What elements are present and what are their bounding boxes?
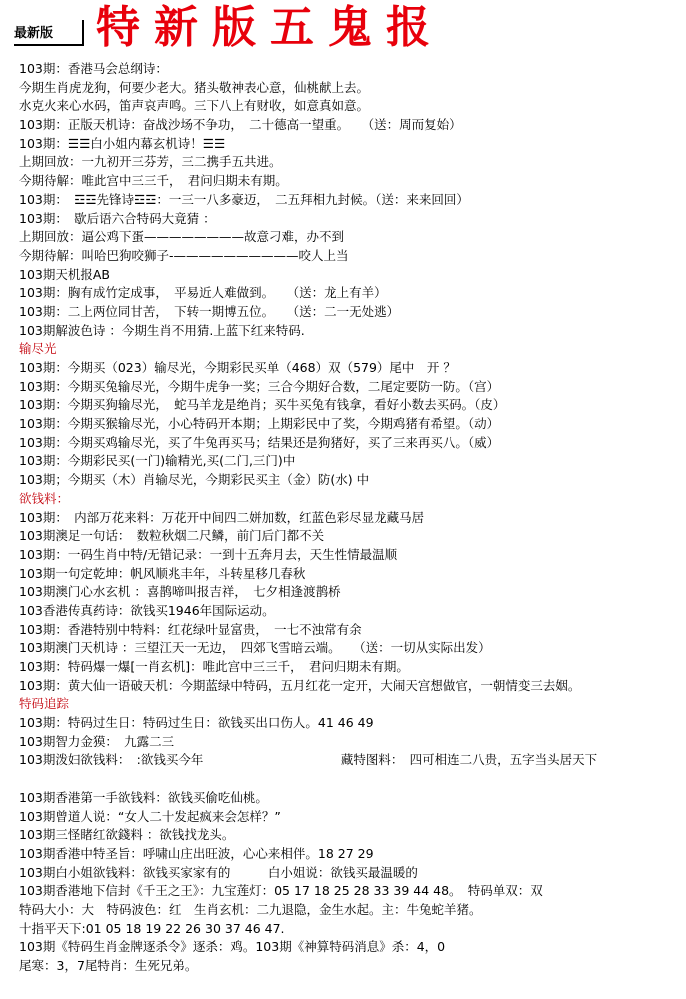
- section-heading: 特码追踪: [19, 696, 70, 712]
- text-line: 十指平天下:01 05 18 19 22 26 30 37 46 47.: [19, 920, 285, 936]
- text-line: 103期：今期买（023）输尽光，今期彩民买单（468）双（579）尾中 开 ？: [19, 360, 456, 375]
- text-line: 103期：香港特别中特料：红花绿叶显富贵， 一七不浊常有余: [19, 621, 362, 637]
- text-line: 103期：胸有成竹定成事， 平易近人难做到。 （送：龙上有羊）: [19, 285, 387, 301]
- badge-underline: [14, 44, 84, 46]
- document-body: [19, 60, 683, 976]
- text-line: 水克火来心水码，笛声哀声鸣。三下八上有财收，如意真如意。: [19, 98, 370, 114]
- text-line: 103期天机报AB: [19, 266, 110, 282]
- text-line: 103期：一码生肖中特/无错记录：一到十五奔月去，天生性情最温顺: [19, 546, 398, 562]
- text-line: 103期泼妇欲钱料： :欲钱买今年 藏特图料： 四可相连二八贵，五字当头居天下: [19, 752, 598, 768]
- text-line: 103期：正版天机诗：奋战沙场不争功， 二十德高一望重。 （送：周而复始）: [19, 117, 462, 133]
- text-line: 103期： 内部万花来料：万花开中间四二姘加数，红蓝色彩尽显龙藏马居: [19, 509, 425, 525]
- text-line: 103期；今期买（木）肖输尽光，今期彩民买主（金）防(水) 中: [19, 472, 370, 488]
- text-line: 上期回放：一九初开三芬芳，三二携手五共进。: [19, 154, 282, 170]
- text-line: 103期：今期买鸡输尽光，买了牛兔再买马；结果还是狗猪好，买了三来再买八。（威）: [19, 434, 500, 450]
- text-line: 上期回放：逼公鸡下蛋————————故意刁难，办不到: [19, 229, 345, 245]
- text-line: 103期香港地下信封《千王之王》：九宝莲灯：05 17 18 25 28 33 39 44 48。 特码单双：双: [19, 883, 543, 899]
- text-line: 103期香港中特圣旨：呼啸山庄出旺波，心心来相伴。18 27 29: [19, 845, 374, 861]
- badge-divider: [82, 20, 84, 46]
- text-line: 103期智力金獏： 九露二三: [19, 733, 175, 749]
- blank-line: [19, 770, 683, 789]
- text-line: 103期：☰☰白小姐内幕玄机诗！☰☰: [19, 135, 226, 151]
- page-header: [0, 0, 686, 56]
- text-line: 103期一句定乾坤：帆风顺兆丰年，斗转星移几春秋: [19, 565, 306, 581]
- text-line: 103期：今期买狗输尽光， 蛇马羊龙是绝肖；买牛买兔有钱拿，看好小数去买码。（皮）: [19, 397, 506, 413]
- text-line: 103期香港第一手欲钱料：欲钱买偷吃仙桃。: [19, 789, 268, 805]
- text-line: 尾寒：3，7尾特肖：生死兄弟。: [19, 958, 198, 973]
- edition-badge: 最新版: [14, 26, 54, 41]
- text-line: 103期：二上两位同甘苦， 下转一期博五位。 （送：二一无处逃）: [19, 303, 400, 319]
- text-line: 今期生肖虎龙狗，何要少老大。猪头敬神表心意，仙桃献上去。: [19, 79, 370, 95]
- section-heading: 欲钱料：: [19, 490, 70, 506]
- text-line: 今期待解：唯此宫中三三千， 君问归期未有期。: [19, 173, 288, 189]
- text-line: 103香港传真药诗：欲钱买1946年国际运动。: [19, 602, 275, 618]
- text-line: 今期待解：叫哈巴狗咬狮子-——————————咬人上当: [19, 247, 349, 263]
- page-title: 特新版五鬼报: [96, 2, 444, 53]
- text-line: 103期：黄大仙一语破天机：今期蓝绿中特码，五月红花一定开，大闹天宫想做官，一朝情变三去姻。: [19, 677, 581, 693]
- text-line: 103期解波色诗 ：今期生肖不用猜.上蓝下红来特码.: [19, 322, 305, 338]
- text-line: 103期澳门天机诗 ：三望江天一无边， 四郊飞雪暗云端。 （送：一切从实际出发）: [19, 640, 491, 656]
- text-line: 103期：香港马会总纲诗：: [19, 61, 168, 76]
- text-line: 103期：今期买猴输尽光，小心特码开本期；上期彩民中了奖，今期鸡猪有希望。（动）: [19, 416, 500, 432]
- text-line: 103期曾道人说：“女人二十发起疯来会怎样？”: [19, 808, 281, 824]
- text-line: 103期白小姐欲钱料：欲钱买家家有的 白小姐说：欲钱买最温暖的: [19, 864, 418, 880]
- text-line: 特码大小：大 特码波色：红 生肖玄机：二九退隐，金生水起。主：牛兔蛇羊猪。: [19, 901, 482, 917]
- text-line: 103期：特码爆一爆[一肖玄机]：唯此宫中三三千， 君问归期未有期。: [19, 659, 409, 674]
- text-line: 103期： 歇后语六合特码大竟猜 ：: [19, 210, 216, 226]
- text-line: 103期：今期彩民买(一门)输精光,买(二门,三门)中: [19, 453, 296, 469]
- text-line: 103期： ☲☲先锋诗☲☲：一三一八多豪迈， 二五拜相九封候。（送：来来回回）: [19, 191, 469, 207]
- text-line: 103期澳足一句话： 数粒秋烟二尺鳞，前门后门都不关: [19, 528, 325, 544]
- text-line: 103期三怪睹红欲錢料 ：欲钱找龙头。: [19, 827, 235, 843]
- text-line: 103期：特码过生日：特码过生日：欲钱买出口伤人。41 46 49: [19, 715, 374, 731]
- section-heading: 输尽光: [19, 341, 57, 357]
- text-line: 103期《特码生肖金牌逐杀令》逐杀：鸡。103期《神算特码消息》杀：4，0: [19, 939, 446, 955]
- text-line: 103期：今期买兔输尽光，今期牛虎争一奖；三合今期好合数，二尾定要防一防。（宫）: [19, 378, 500, 394]
- text-line: 103期澳门心水玄机 ：喜鹊啼叫报吉祥， 七夕相逢渡鹊桥: [19, 584, 341, 600]
